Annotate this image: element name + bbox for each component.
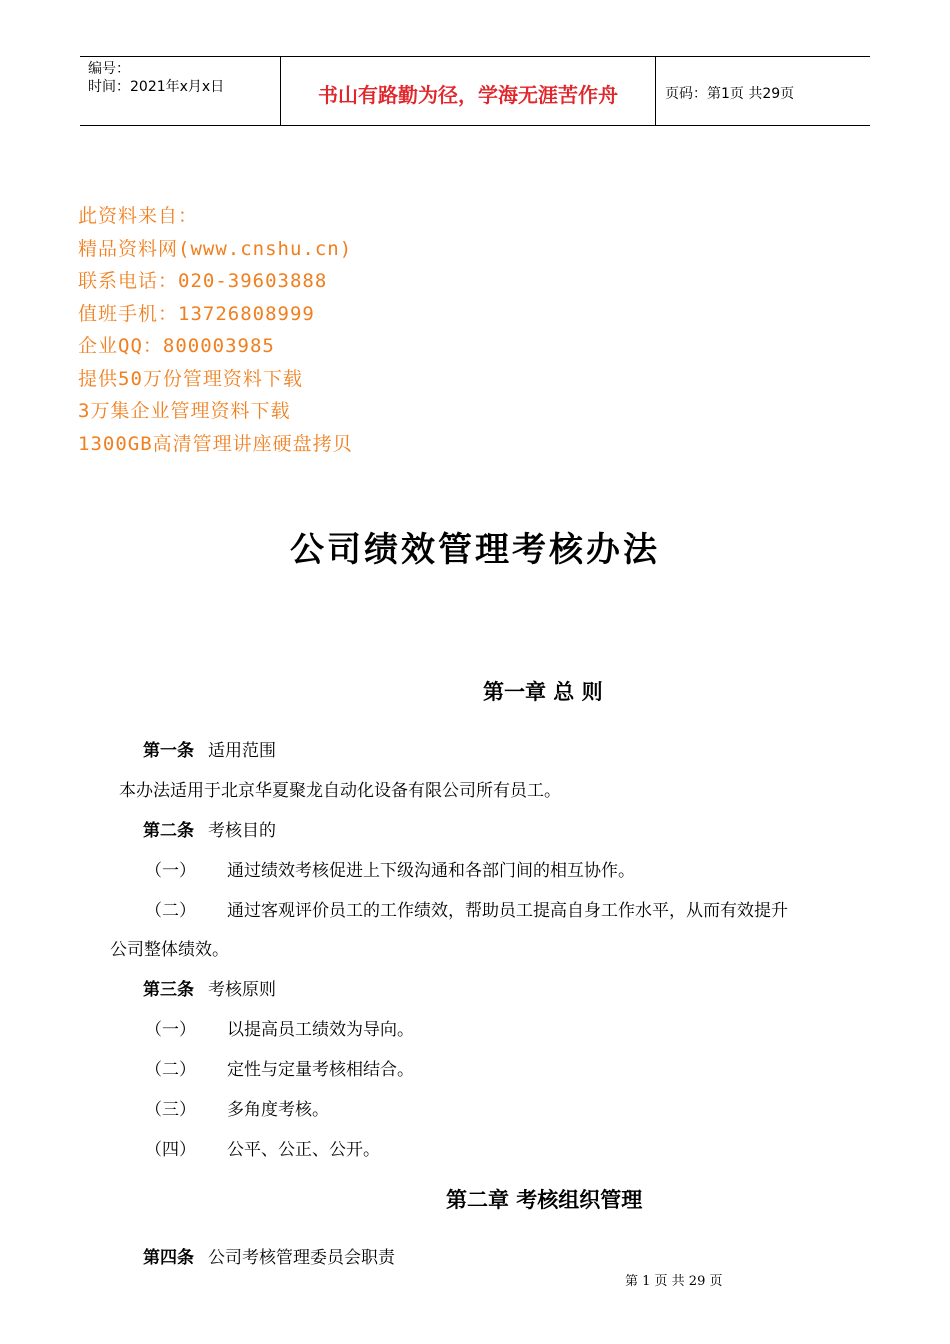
list-item-number: （三） bbox=[145, 1100, 196, 1120]
list-item-text: 多角度考核。 bbox=[227, 1100, 329, 1120]
header-time-label: 时间：2021年x月x日 bbox=[88, 79, 225, 95]
chapter-heading: 第二章 考核组织管理 bbox=[446, 1188, 643, 1212]
header-meta bbox=[88, 60, 224, 96]
list-item bbox=[145, 1095, 329, 1120]
article-heading bbox=[143, 1243, 395, 1268]
article-title: 考核目的 bbox=[208, 821, 276, 841]
list-item-text: 通过客观评价员工的工作绩效，帮助员工提高自身工作水平，从而有效提升 bbox=[227, 901, 788, 921]
header-number-label: 编号： bbox=[88, 61, 130, 77]
list-item-continuation: 公司整体绩效。 bbox=[110, 940, 229, 960]
source-info-line: 精品资料网(www.cnshu.cn) bbox=[78, 237, 353, 260]
article-title: 考核原则 bbox=[208, 980, 276, 1000]
list-item-number: （四） bbox=[145, 1140, 196, 1160]
source-info-line: 企业QQ：800003985 bbox=[78, 335, 275, 357]
list-item-text: 公平、公正、公开。 bbox=[227, 1140, 380, 1160]
document-title: 公司绩效管理考核办法 bbox=[290, 530, 660, 570]
source-info-line: 值班手机：13726808999 bbox=[78, 302, 315, 325]
article-number: 第二条 bbox=[143, 821, 194, 841]
header-page-info: 页码：第1页 共29页 bbox=[665, 86, 795, 102]
list-item bbox=[145, 856, 635, 881]
list-item-number: （一） bbox=[145, 1020, 196, 1040]
list-item-number: （二） bbox=[145, 1060, 196, 1080]
list-item bbox=[145, 896, 788, 921]
source-info-line: 联系电话：020-39603888 bbox=[78, 270, 328, 292]
article-number: 第四条 bbox=[143, 1248, 194, 1268]
source-info-line: 提供50万份管理资料下载 bbox=[78, 367, 303, 390]
article-title: 适用范围 bbox=[208, 741, 276, 761]
header-divider bbox=[655, 57, 656, 125]
article-body: 本办法适用于北京华夏聚龙自动化设备有限公司所有员工。 bbox=[119, 781, 561, 801]
list-item-number: （二） bbox=[145, 901, 196, 921]
source-info-line: 3万集企业管理资料下载 bbox=[78, 400, 291, 422]
article-number: 第三条 bbox=[143, 980, 194, 1000]
article-heading bbox=[143, 975, 276, 1000]
article-heading bbox=[143, 816, 276, 841]
article-heading bbox=[143, 736, 276, 761]
list-item bbox=[145, 1135, 380, 1160]
list-item bbox=[145, 1055, 414, 1080]
list-item-text: 定性与定量考核相结合。 bbox=[227, 1060, 414, 1080]
article-number: 第一条 bbox=[143, 741, 194, 761]
list-item-text: 以提高员工绩效为导向。 bbox=[227, 1020, 414, 1040]
page-footer: 第 1 页 共 29 页 bbox=[625, 1274, 723, 1289]
header-motto: 书山有路勤为径，学海无涯苦作舟 bbox=[318, 83, 618, 107]
source-info-block bbox=[78, 200, 353, 460]
source-info-line: 此资料来自： bbox=[78, 205, 199, 227]
list-item-number: （一） bbox=[145, 861, 196, 881]
list-item bbox=[145, 1015, 414, 1040]
page-header bbox=[80, 56, 870, 126]
source-info-line: 1300GB高清管理讲座硬盘拷贝 bbox=[78, 432, 353, 455]
list-item-text: 通过绩效考核促进上下级沟通和各部门间的相互协作。 bbox=[227, 861, 635, 881]
chapter-heading: 第一章 总 则 bbox=[483, 680, 603, 704]
article-title: 公司考核管理委员会职责 bbox=[208, 1248, 395, 1268]
